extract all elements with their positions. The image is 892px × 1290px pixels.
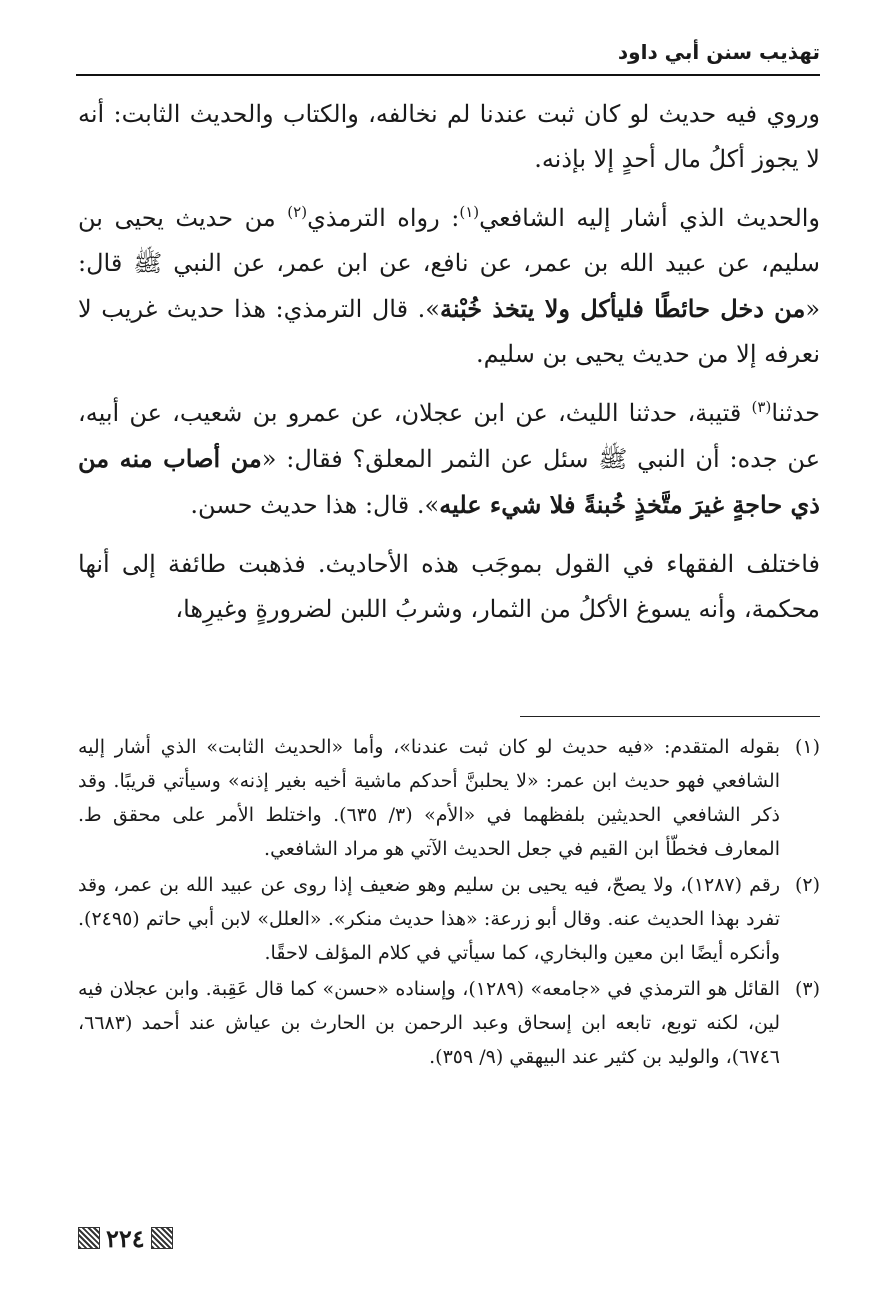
header-rule xyxy=(76,74,820,76)
footnote-ref-2[interactable]: (٢) xyxy=(287,203,308,221)
footnote-ref-1[interactable]: (١) xyxy=(459,203,480,221)
paragraph-1-text: وروي فيه حديث لو كان ثبت عندنا لم نخالفه، والكتاب والحديث الثابت: أنه لا يجوز أكلُ مال أحدٍ إلا بإذنه. xyxy=(78,100,820,173)
hadith-text-2: من أصاب منه من ذي حاجةٍ غيرَ متَّخذٍ خُبنةً فلا شيء عليه xyxy=(78,444,820,519)
page-number-block xyxy=(78,1222,173,1254)
paragraph-4-text: فاختلف الفقهاء في القول بموجَب هذه الأحاديث. فذهبت طائفة إلى أنها محكمة، وأنه يسوغ الأكلُ من الثمار، وشربُ اللبن لضرورةٍ وغيرِها، xyxy=(78,550,820,623)
paragraph-2-text-c: من حديث يحيى بن سليم، عن عبيد الله بن عمر، عن نافع، عن ابن عمر، عن النبي ﷺ قال: « xyxy=(78,204,820,323)
footnote-number: (٣) xyxy=(794,978,820,1000)
paragraph-3 xyxy=(78,391,820,528)
footnote-1 xyxy=(78,730,820,866)
footnote-separator xyxy=(520,716,820,717)
ornament-icon xyxy=(78,1227,100,1249)
hadith-text-1: من دخل حائطًا فليأكل ولا يتخذ خُبْنة xyxy=(439,294,806,323)
book-title: تهذيب سنن أبي داود xyxy=(617,40,820,64)
paragraph-3-text-b: قتيبة، حدثنا الليث، عن ابن عجلان، عن عمرو بن شعيب، عن أبيه، عن جده: أن النبي ﷺ سئل عن الثمر المعلق؟ فقال: « xyxy=(78,399,821,473)
footnote-3 xyxy=(78,972,820,1074)
ornament-icon xyxy=(151,1227,173,1249)
footnote-text: رقم (١٢٨٧)، ولا يصحّ، فيه يحيى بن سليم وهو ضعيف إذا روى عن عبيد الله بن عمر، وقد تفرد بهذا الحديث عنه. وقال أبو زرعة: «هذا حديث منكر». «العلل» لابن أبي حاتم (٢٤٩٥). وأنكره أيضًا ابن معين والبخاري، كما سيأتي في كلام المؤلف لاحقًا. xyxy=(78,874,780,964)
paragraph-1 xyxy=(78,92,820,182)
footnotes xyxy=(78,730,820,1076)
paragraph-2-text-b: : رواه الترمذي xyxy=(307,204,460,232)
footnote-text: بقوله المتقدم: «فيه حديث لو كان ثبت عندنا»، وأما «الحديث الثابت» الذي أشار إليه الشافعي فهو حديث ابن عمر: «لا يحلبنَّ أحدكم ماشية أخيه بغير إذنه» وسيأتي قريبًا. وقد ذكر الشافعي الحديثين بلفظهما في «الأم» (٣/ ٦٣٥). واختلط الأمر على محقق ط. المعارف فخطّأ ابن القيم في جعل الحديث الآتي هو مراد الشافعي. xyxy=(78,736,780,860)
footnote-number: (١) xyxy=(794,736,820,758)
running-header xyxy=(76,40,820,76)
main-text xyxy=(78,92,820,646)
paragraph-2-text-d: ». قال الترمذي: هذا حديث غريب لا نعرفه إلا من حديث يحيى بن سليم. xyxy=(78,295,820,368)
footnote-ref-3[interactable]: (٣) xyxy=(751,398,772,416)
footnote-2 xyxy=(78,868,820,970)
paragraph-2-text-a: والحديث الذي أشار إليه الشافعي xyxy=(479,204,821,232)
paragraph-3-text-c: ». قال: هذا حديث حسن. xyxy=(190,491,440,519)
footnote-number: (٢) xyxy=(794,874,820,896)
page-number: ٢٢٤ xyxy=(106,1223,145,1253)
paragraph-2 xyxy=(78,196,820,377)
footnote-text: القائل هو الترمذي في «جامعه» (١٢٨٩)، وإسناده «حسن» كما قال عَقِبة. وابن عجلان فيه لين، لكنه توبع، تابعه ابن إسحاق وعبد الرحمن بن الحارث بن عياش عند أحمد (٦٦٨٣، ٦٧٤٦)، والوليد بن كثير عند البيهقي (٩/ ٣٥٩). xyxy=(78,978,780,1068)
paragraph-3-text-a: حدثنا xyxy=(771,399,820,427)
paragraph-4 xyxy=(78,542,820,632)
